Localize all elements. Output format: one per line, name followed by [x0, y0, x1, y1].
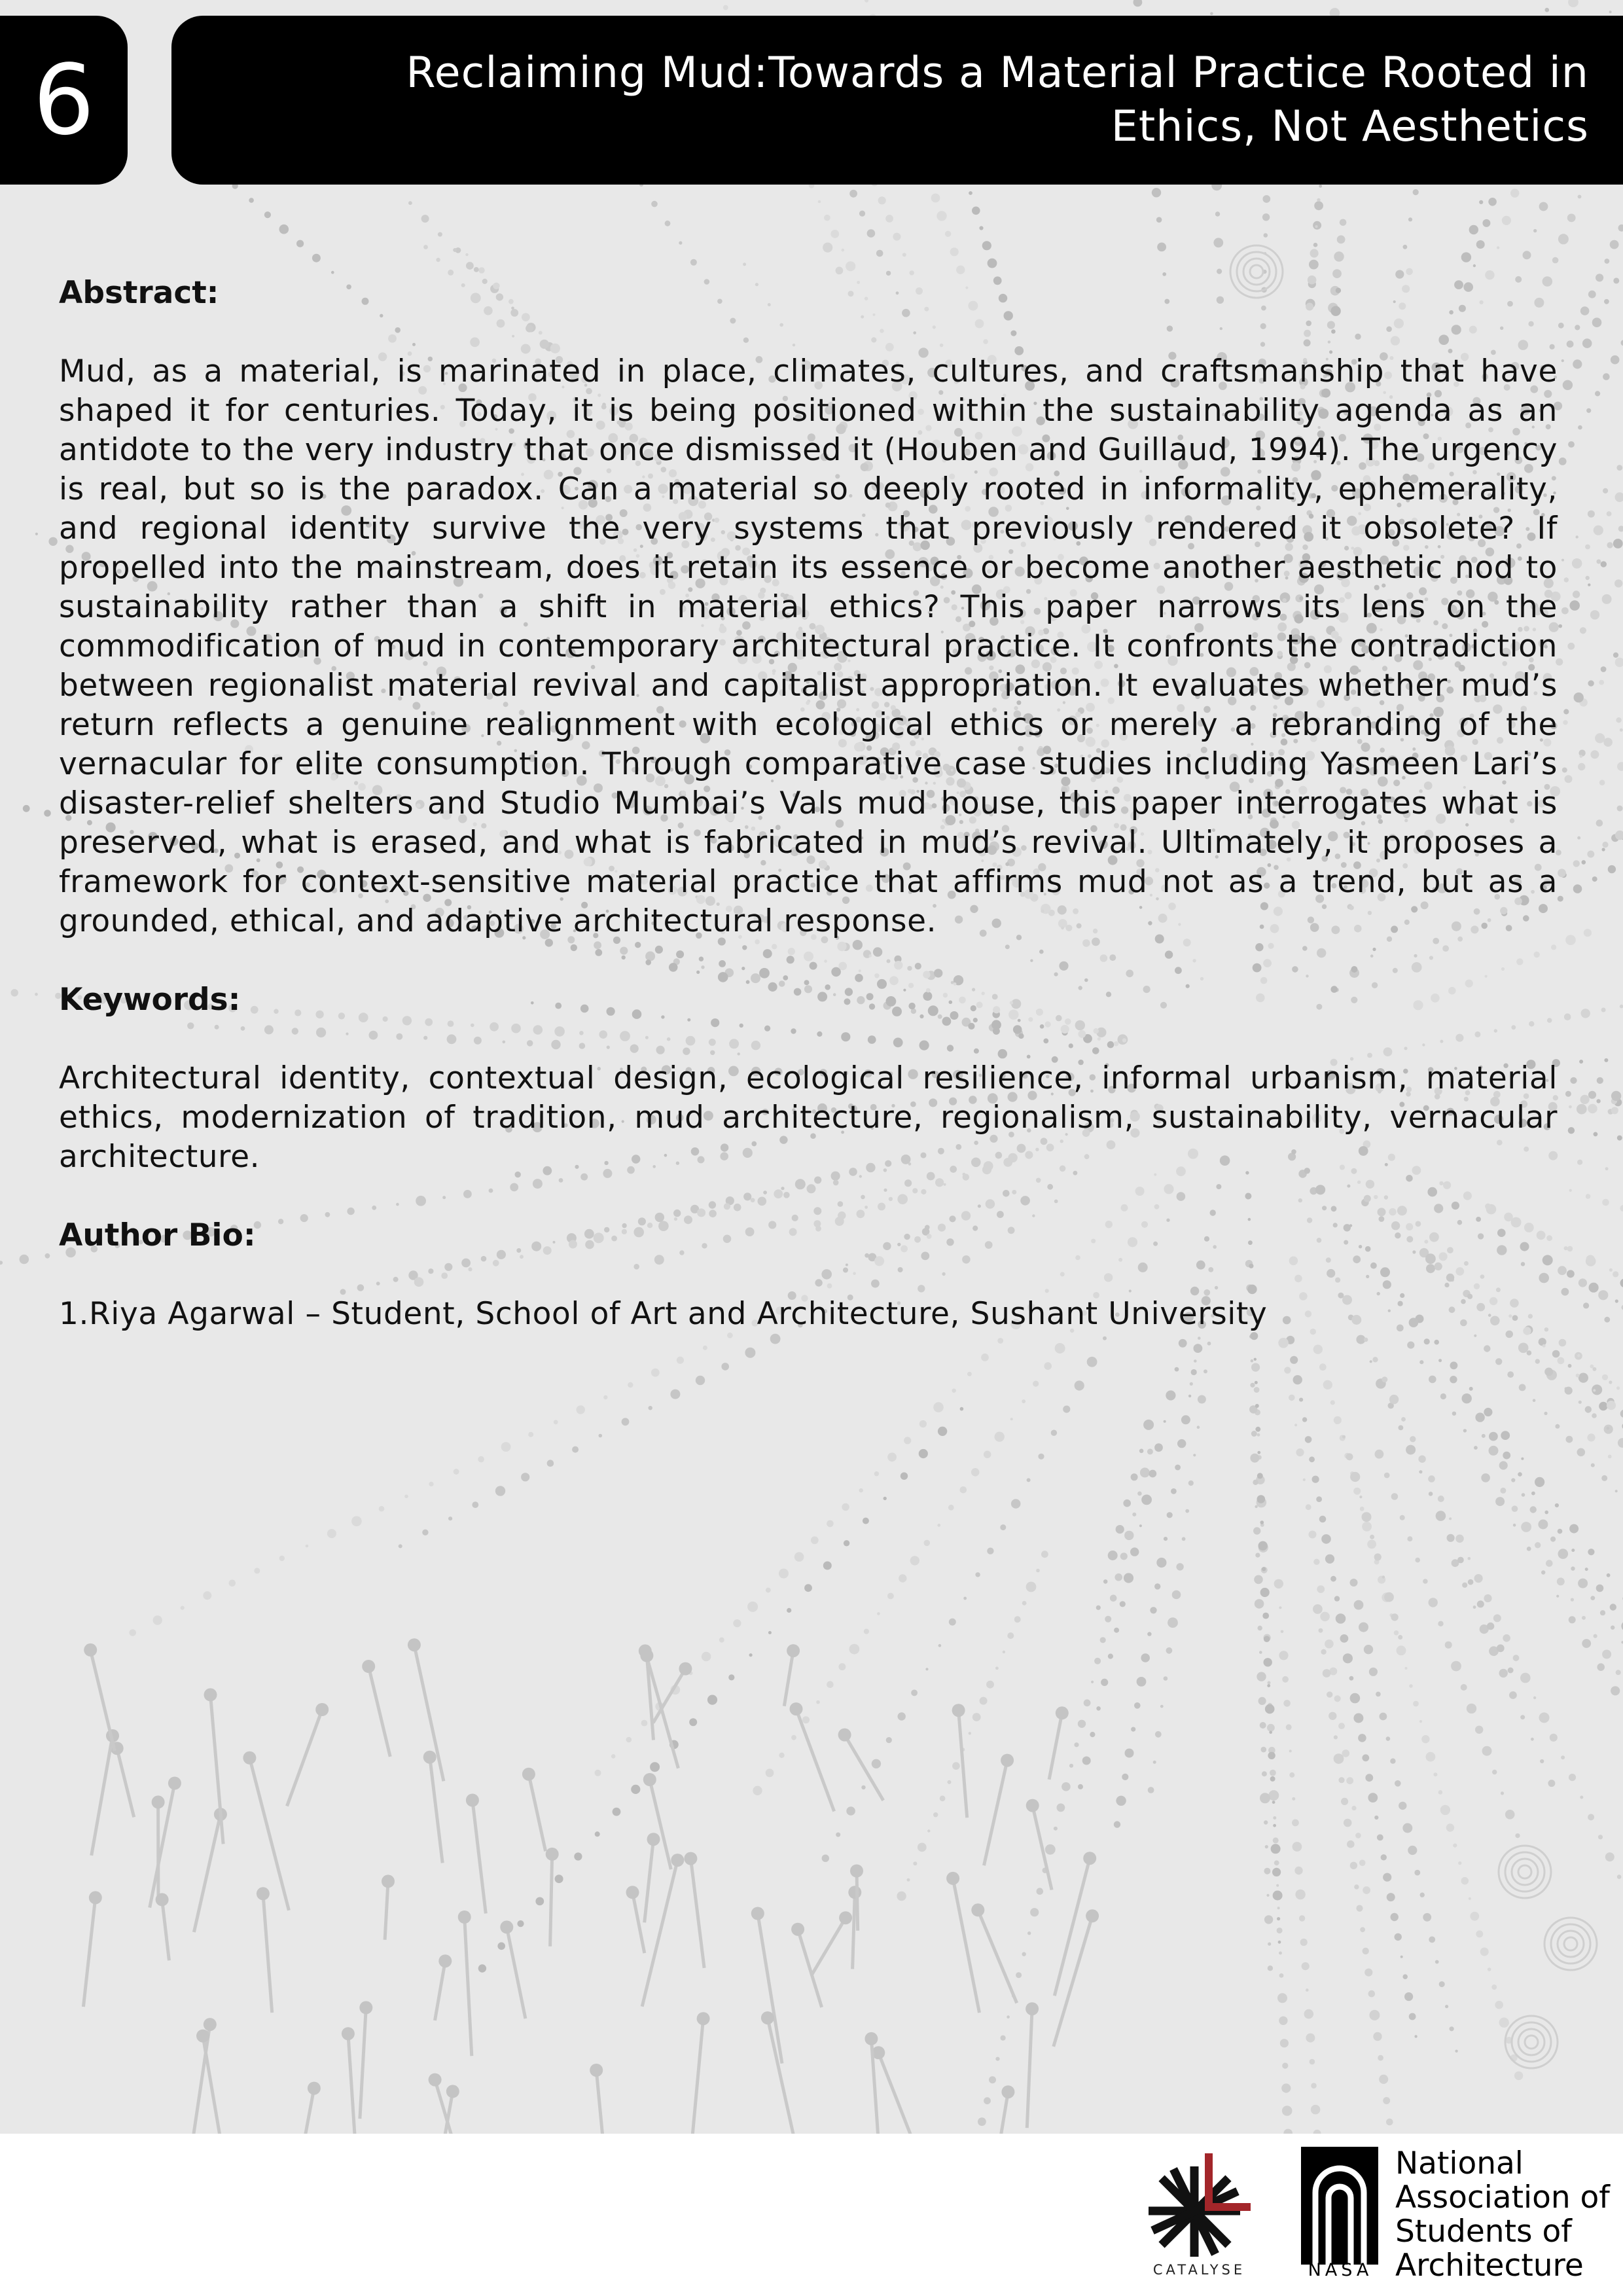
paper-content: [59, 274, 1558, 1334]
abstract-heading: Abstract:: [59, 275, 219, 311]
abstract-text: Mud, as a material, is marinated in place, climates, cultures, and craftsmanship that have shaped it for centuries. Today, it is being positioned within the sustainability agenda as an antidote to the very industry that once dismissed it (Houben and Guillaud, 1994). The urgency is real, but so is the paradox. Can a material so deeply rooted in informality, ephemerality, and regional identity survive the very systems that previously rendered it obsolete? If propelled into the mainstream, does it retain its essence or become another aesthetic nod to sustainability rather than a shift in material ethics? This paper narrows its lens on the commodification of mud in contemporary architectural practice. It confronts the contradiction between regionalist material revival and capitalist appropriation. It evaluates whether mud’s return reflects a genuine realignment with ecological ethics or merely a rebranding of the vernacular for elite consumption. Through comparative case studies including Yasmeen Lari’s disaster-relief shelters and Studio Mumbai’s Vals mud house, this paper interrogates what is preserved, what is erased, and what is fabricated in mud’s revival. Ultimately, it proposes a framework for context-sensitive material practice that affirms mud not as a trend, but as a grounded, ethical, and adaptive architectural response.: [59, 353, 1558, 939]
paper-title-line1: Reclaiming Mud:Towards a Material Practice Rooted in: [406, 48, 1589, 98]
paper-title-line2: Ethics, Not Aesthetics: [1111, 102, 1589, 151]
author-bio-heading: Author Bio:: [59, 1217, 256, 1253]
paper-number: 6: [33, 44, 95, 156]
nasa-label: NASA: [1308, 2260, 1373, 2280]
author-bio-text: 1.Riya Agarwal – Student, School of Art and Architecture, Sushant University: [59, 1296, 1268, 1332]
catalyse-logo-icon: [1142, 2145, 1257, 2276]
paper-number-box: [0, 16, 128, 185]
nasa-logo-icon: [1301, 2147, 1378, 2265]
nasa-name-line2: Association of: [1395, 2179, 1610, 2215]
paper-title: [406, 46, 1589, 154]
nasa-name-line4: Architecture: [1395, 2248, 1584, 2284]
keywords-heading: Keywords:: [59, 982, 241, 1018]
nasa-name-line3: Students of: [1395, 2214, 1572, 2250]
title-banner: [171, 16, 1623, 185]
catalyse-label: CATALYSE: [1152, 2262, 1246, 2278]
keywords-text: Architectural identity, contextual design, ecological resilience, informal urbanism, material ethics, modernization of tradition, mud architecture, regionalism, sustainability, vernacular architecture.: [59, 1060, 1558, 1175]
nasa-name-line1: National: [1395, 2145, 1524, 2181]
nasa-full-name: [1395, 2147, 1610, 2283]
